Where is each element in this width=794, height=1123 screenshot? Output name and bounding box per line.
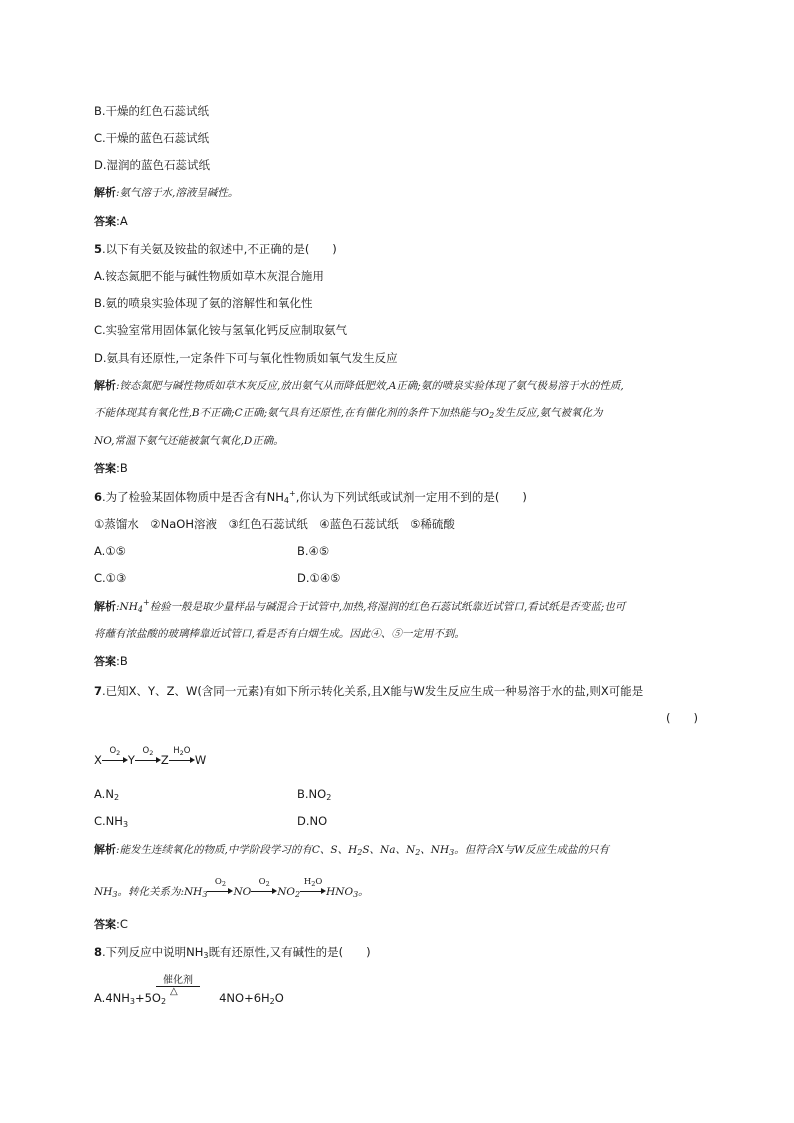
q6-option-a: A.①⑤ (94, 544, 126, 558)
arrow-head-icon (272, 888, 277, 894)
arrow-head-icon (123, 757, 128, 763)
chain-w: W (194, 753, 207, 767)
q6-options-row2 (94, 570, 341, 586)
q7-option-b: $B.NO_2$ (297, 787, 332, 802)
q6-reagent-list: ①蒸馏水 ②NaOH溶液 ③红色石蕊试纸 ④蓝色石蕊试纸 ⑤稀硫酸 (94, 517, 455, 531)
q7-option-c: $C.NH_3$ (94, 814, 129, 829)
q8-option-a: $A.4NH_3+5O_2$ $4NO+6H_2O$ (94, 991, 284, 1006)
chain-arrow-2 (135, 746, 161, 764)
q6-option-c: C.①③ (94, 571, 127, 585)
q6-explanation-line2: 将蘸有浓盐酸的玻璃棒靠近试管口,看是否有白烟生成。因此④、⑤一定用不到。 (94, 628, 465, 640)
chain-arrow-3 (169, 746, 195, 764)
q4-option-d: D.湿润的蓝色石蕊试纸 (94, 158, 211, 172)
q7-explanation-line1: 解析:能发生连续氧化的物质,中学阶段学习的有C、S、$H_2S$、Na、$N_2$、$NH_3$。但符合X与W反应生成盐的只有 (94, 843, 610, 857)
catalyst-condition: 催化剂 (163, 975, 193, 986)
chain-arrow-1 (102, 746, 128, 764)
q5-answer: 答案:B (94, 461, 128, 475)
q7-conversion-chain (94, 746, 207, 768)
q5-option-c: C.实验室常用固体氯化铵与氢氧化钙反应制取氨气 (94, 323, 348, 337)
q4-option-b: B.干燥的红色石蕊试纸 (94, 104, 210, 118)
q7-explanation-line2: $NH_3$。转化关系为$:NH_3$ $O_2$ NO $O_2$ $NO_2$ $H_2O$ $HNO_3$。 (94, 877, 369, 899)
q5-explanation-line1: 解析:铵态氮肥与碱性物质如草木灰反应,放出氨气从而降低肥效,A正确;氨的喷泉实验体现了氨气极易溶于水的性质, (94, 379, 624, 392)
arrow-head-icon (156, 757, 161, 763)
q7-answer: 答案:C (94, 917, 128, 931)
q6-explanation-line1: 解析$:NH_4^+$检验一般是取少量样品与碱混合于试管中,加热,将湿润的红色石蕊试纸靠近试管口,看试纸是否变蓝;也可 (94, 598, 626, 614)
exp-arrow-2: $O_2$ (251, 885, 277, 895)
exp-arrow-3: $H_2O$ (300, 885, 326, 895)
exp-arrow-1: $O_2$ (207, 885, 233, 895)
q7-stem: 7.已知X、Y、Z、W(含同一元素)有如下所示转化关系,且X能与W发生反应生成一种易溶于水的盐,则X可能是 (94, 684, 644, 698)
reaction-condition-line (156, 986, 200, 987)
arrow-head-icon (321, 888, 326, 894)
q7-option-a: $A.N_2$ (94, 787, 120, 802)
q7-options-row1 (94, 786, 332, 802)
q6-options-row1 (94, 543, 330, 559)
arrow-head-icon (228, 888, 233, 894)
chain-arrow-3-label: $H_2O$ (173, 746, 191, 757)
q6-option-d: D.①④⑤ (297, 571, 341, 585)
arrow-head-icon (190, 757, 195, 763)
q6-answer: 答案:B (94, 654, 128, 668)
q4-answer: 答案:A (94, 214, 128, 228)
q5-explanation-line3: NO,常温下氨气还能被氯气氧化,D正确。 (94, 435, 284, 447)
q7-option-d: D.NO (297, 814, 328, 828)
chain-y: Y (127, 753, 135, 767)
q5-option-d: D.氨具有还原性,一定条件下可与氧化性物质如氧气发生反应 (94, 351, 398, 365)
chain-arrow-2-label: $O_2$ (142, 746, 154, 757)
heat-triangle-icon: △ (170, 986, 178, 997)
chain-z: Z (160, 753, 169, 767)
q6-option-b: B.④⑤ (297, 544, 330, 558)
q7-options-row2 (94, 813, 328, 829)
q6-stem: 6.为了检验某固体物质中是否含有$NH_4^+$,你认为下列试纸或试剂一定用不到的是( ) (94, 489, 527, 505)
q5-explanation-line2: 不能体现其有氧化性,B不正确;C正确;氨气具有还原性,在有催化剂的条件下加热能与$O_2$发生反应,氨气被氧化为 (94, 407, 603, 420)
chain-arrow-1-label: $O_2$ (109, 746, 121, 757)
q7-answer-paren: ( ) (666, 711, 698, 725)
q5-option-b: B.氨的喷泉实验体现了氨的溶解性和氧化性 (94, 296, 313, 310)
q5-stem: 5.以下有关氨及铵盐的叙述中,不正确的是( ) (94, 242, 337, 256)
q8-stem: 8.下列反应中说明$NH_3$既有还原性,又有碱性的是( ) (94, 945, 371, 960)
q5-option-a: A.铵态氮肥不能与碱性物质如草木灰混合施用 (94, 269, 324, 283)
q4-option-c: C.干燥的蓝色石蕊试纸 (94, 131, 210, 145)
chain-x: X (94, 753, 102, 767)
q4-explanation: 解析:氨气溶于水,溶液呈碱性。 (94, 186, 239, 199)
